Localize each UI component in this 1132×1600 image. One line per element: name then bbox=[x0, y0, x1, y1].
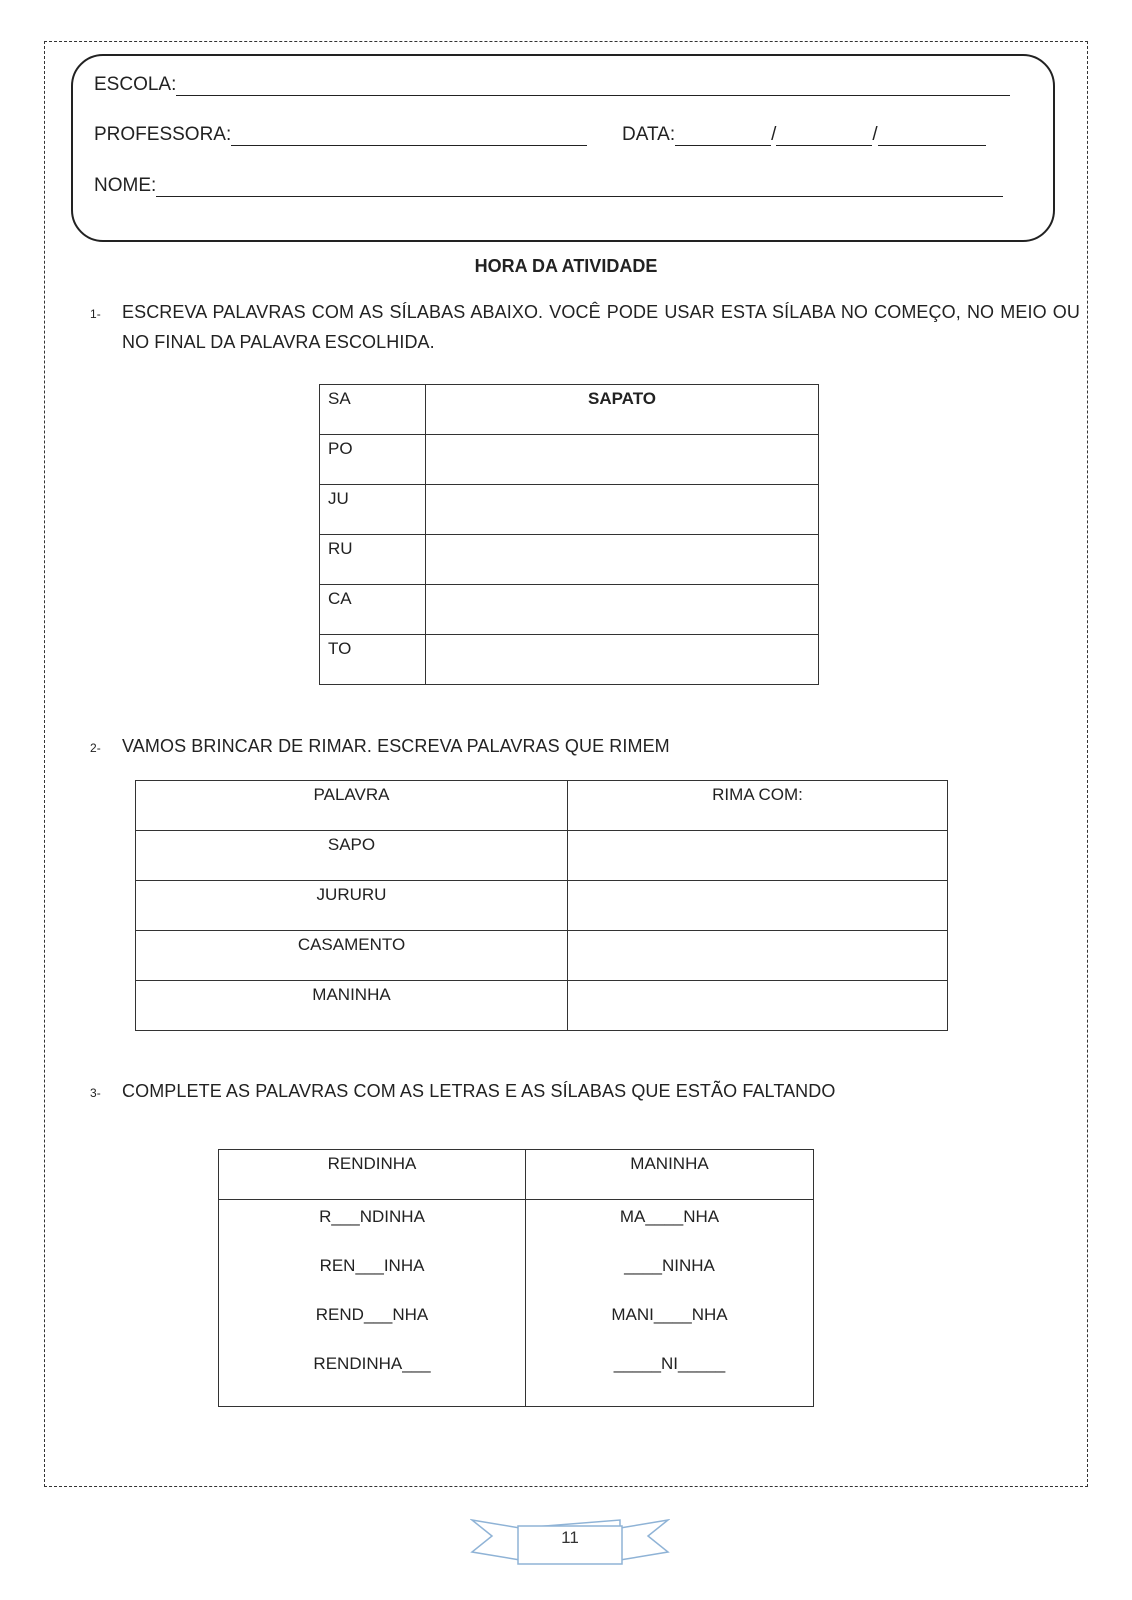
professora-line bbox=[94, 124, 587, 146]
date-separator: / bbox=[872, 124, 878, 145]
answer-cell[interactable] bbox=[426, 435, 819, 485]
syllable-cell: PO bbox=[320, 435, 426, 485]
table-row bbox=[320, 585, 819, 635]
rhyme-answer-cell[interactable] bbox=[568, 931, 948, 981]
professora-field[interactable] bbox=[231, 127, 587, 146]
page-number: 11 bbox=[561, 1528, 579, 1547]
fill-in-word[interactable]: REN___INHA bbox=[319, 1256, 425, 1275]
table-row bbox=[136, 981, 948, 1031]
nome-field[interactable] bbox=[156, 178, 1003, 197]
answer-cell[interactable] bbox=[426, 585, 819, 635]
column-header-maninha: MANINHA bbox=[526, 1150, 814, 1200]
question-3-text: COMPLETE AS PALAVRAS COM AS LETRAS E AS SÍLABAS QUE ESTÃO FALTANDO bbox=[122, 1081, 836, 1101]
data-line bbox=[622, 124, 986, 146]
date-separator: / bbox=[771, 124, 777, 145]
question-2-text: VAMOS BRINCAR DE RIMAR. ESCREVA PALAVRAS QUE RIMEM bbox=[122, 736, 670, 756]
rhyme-answer-cell[interactable] bbox=[568, 881, 948, 931]
table-row bbox=[320, 435, 819, 485]
table-row bbox=[320, 635, 819, 685]
question-1-number: 1- bbox=[90, 307, 101, 321]
answer-cell[interactable] bbox=[426, 635, 819, 685]
rhyme-answer-cell[interactable] bbox=[568, 831, 948, 881]
column-header-rima: RIMA COM: bbox=[568, 781, 948, 831]
nome-label: NOME: bbox=[94, 175, 157, 196]
fill-in-word[interactable]: MANI____NHA bbox=[611, 1305, 728, 1324]
table-row bbox=[320, 535, 819, 585]
column-header-rendinha: RENDINHA bbox=[219, 1150, 526, 1200]
date-month-field[interactable] bbox=[776, 127, 872, 146]
word-cell: CASAMENTO bbox=[136, 931, 568, 981]
table-header-row bbox=[219, 1150, 814, 1200]
table-row bbox=[136, 831, 948, 881]
syllable-cell: RU bbox=[320, 535, 426, 585]
fill-in-word[interactable]: ____NINHA bbox=[624, 1256, 715, 1275]
syllable-table bbox=[319, 384, 819, 685]
syllable-cell: JU bbox=[320, 485, 426, 535]
syllable-cell: SA bbox=[320, 385, 426, 435]
table-row bbox=[320, 485, 819, 535]
syllable-cell: TO bbox=[320, 635, 426, 685]
student-info-box bbox=[71, 54, 1055, 242]
table-row bbox=[136, 931, 948, 981]
fill-in-word[interactable]: RENDINHA___ bbox=[313, 1354, 431, 1373]
rendinha-items bbox=[219, 1200, 526, 1407]
escola-line bbox=[94, 74, 1010, 96]
table-row bbox=[136, 881, 948, 931]
page-title: HORA DA ATIVIDADE bbox=[474, 256, 658, 276]
word-cell: JURURU bbox=[136, 881, 568, 931]
date-year-field[interactable] bbox=[878, 127, 986, 146]
question-2-number: 2- bbox=[90, 741, 101, 755]
fill-in-word[interactable]: R___NDINHA bbox=[319, 1207, 425, 1226]
data-label: DATA: bbox=[622, 124, 676, 145]
nome-line bbox=[94, 175, 1003, 197]
question-2 bbox=[90, 731, 1022, 761]
answer-cell[interactable] bbox=[426, 485, 819, 535]
fill-in-word[interactable]: MA____NHA bbox=[619, 1207, 720, 1226]
question-3 bbox=[90, 1076, 1022, 1106]
rhyme-table bbox=[135, 780, 948, 1031]
page-number-badge bbox=[470, 1510, 670, 1570]
column-header-palavra: PALAVRA bbox=[136, 781, 568, 831]
complete-words-table bbox=[218, 1149, 814, 1407]
table-row bbox=[320, 385, 819, 435]
fill-in-word[interactable]: REND___NHA bbox=[315, 1305, 429, 1324]
professora-label: PROFESSORA: bbox=[94, 124, 232, 145]
syllable-cell: CA bbox=[320, 585, 426, 635]
escola-label: ESCOLA: bbox=[94, 74, 177, 95]
fill-in-word[interactable]: _____NI_____ bbox=[613, 1354, 726, 1373]
question-3-number: 3- bbox=[90, 1086, 101, 1100]
question-1 bbox=[90, 297, 1080, 357]
answer-cell[interactable] bbox=[426, 535, 819, 585]
escola-field[interactable] bbox=[176, 77, 1010, 96]
maninha-items bbox=[526, 1200, 814, 1407]
question-1-text: ESCREVA PALAVRAS COM AS SÍLABAS ABAIXO. VOCÊ PODE USAR ESTA SÍLABA NO COMEÇO, NO MEIO OU NO FINAL DA PALAVRA ESCOLHIDA. bbox=[122, 302, 1080, 352]
table-row bbox=[219, 1200, 814, 1407]
answer-cell[interactable]: SAPATO bbox=[426, 385, 819, 435]
word-cell: MANINHA bbox=[136, 981, 568, 1031]
table-header-row bbox=[136, 781, 948, 831]
rhyme-answer-cell[interactable] bbox=[568, 981, 948, 1031]
word-cell: SAPO bbox=[136, 831, 568, 881]
date-day-field[interactable] bbox=[675, 127, 771, 146]
